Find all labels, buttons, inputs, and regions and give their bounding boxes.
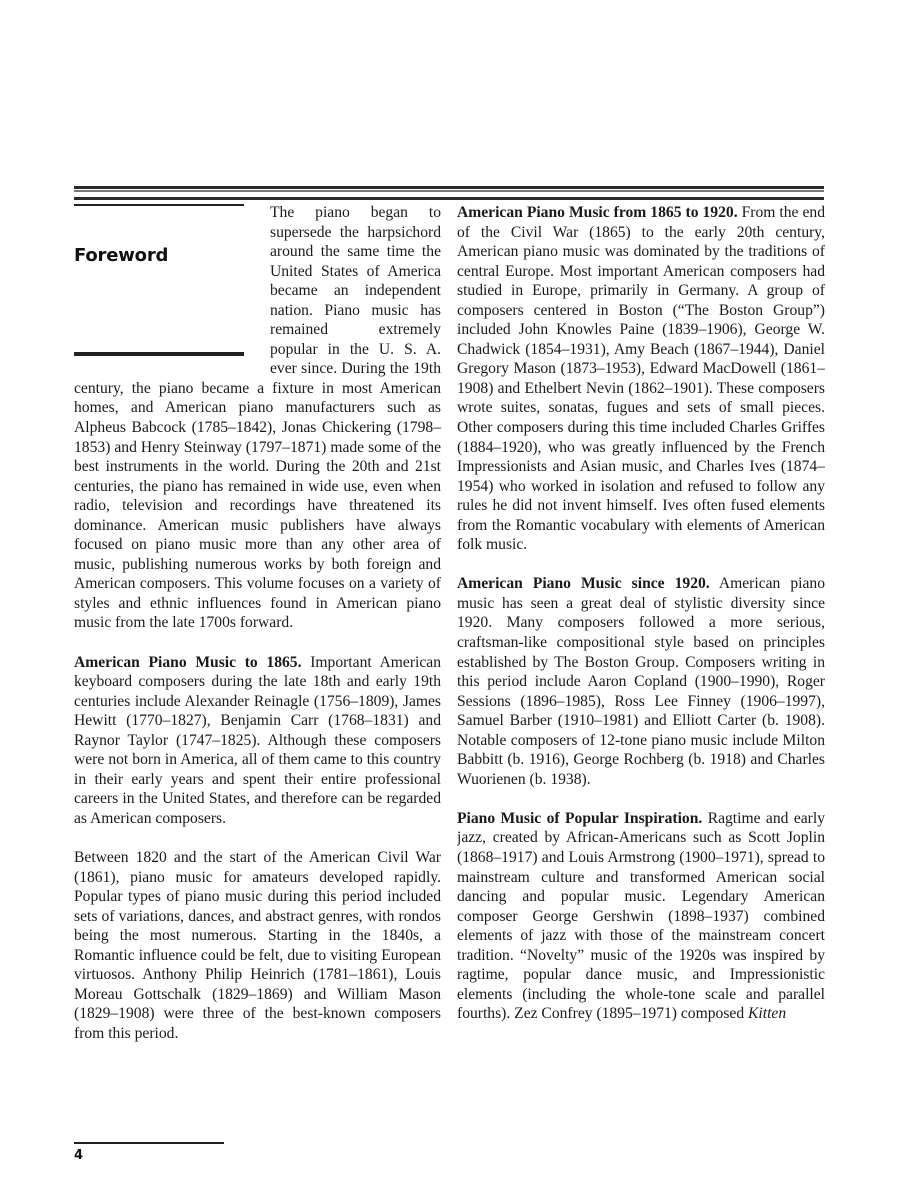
intro-paragraph: The piano began to supersede the harpsichord around the same time the United States of America became an independent nation. Piano music has remained extremely popular in the U. S. A. ever since. During the 19th century, the piano became a fixture in most American homes, and American piano manufacturers such as Alpheus Babcock (1785–1842), Jonas Chickering (1798–1853) and Henry Steinway (1797–1871) made some of the best instruments in the world. During the 20th and 21st centuries, the piano has remained in wide use, even when radio, television and recordings have threatened its dominance. American music publishers have always focused on piano music more than any other area of music, publishing numerous works by both foreign and American composers. This volume focuses on a variety of styles and ethnic influences found in American piano music from the late 1700s forward. xyxy=(74,204,441,632)
section-heading: Foreword xyxy=(74,245,169,266)
page-number: 4 xyxy=(74,1148,84,1163)
paragraph-body: American piano music has seen a great deal of stylistic diversity since 1920. Many composers followed a more serious, craftsman-like compositional style based on principles established by The Boston Group. Composers writing in this period include Aaron Copland (1900–1990), Roger Sessions (1896–1985), Ross Lee Finney (1906–1997), Samuel Barber (1910–1981) and Elliott Carter (b. 1908). Notable composers of 12-tone piano music include Milton Babbitt (b. 1916), George Rochberg (b. 1918) and Charles Wuorienen (b. 1938). xyxy=(457,575,825,788)
section-paragraph: Between 1820 and the start of the American Civil War (1861), piano music for amateurs developed rapidly. Popular types of piano music during this period included sets of variations, dances, and abstract genres, with rondos being the most numerous. Starting in the 1840s, a Romantic influence could be felt, due to visiting European virtuosos. Anthony Philip Heinrich (1781–1861), Louis Moreau Gottschalk (1829–1869) and William Mason (1829–1908) were three of the best-known composers from this period. xyxy=(74,848,441,1042)
paragraph-body: From the end of the Civil War (1865) to the early 20th century, American piano music was dominated by the traditions of central Europe. Most important American composers had studied in Europe, primarily in Germany. A group of composers centered in Boston (“The Boston Group”) included John Knowles Paine (1839–1906), George W. Chadwick (1854–1931), Amy Beach (1867–1944), Daniel Gregory Mason (1873–1953), Edward MacDowell (1861–1908) and Ethelbert Nevin (1862–1901). These composers wrote suites, sonatas, fugues and sets of small pieces. Other composers during this time included Charles Griffes (1884–1920), who was greatly influenced by the French Impressionists and Asian music, and Charles Ives (1874–1954) who worked in isolation and refused to follow any rules he did not invent himself. Ives often fused elements from the Romantic vocabulary with elements of American folk music. xyxy=(457,204,825,554)
section-paragraph xyxy=(457,203,825,555)
section-paragraph xyxy=(457,809,825,1024)
run-in-heading: American Piano Music since 1920. xyxy=(457,575,710,593)
paragraph-body: Important American keyboard composers during the late 18th and early 19th centuries include Alexander Reinagle (1756–1809), James Hewitt (1770–1827), Benjamin Carr (1768–1831) and Raynor Taylor (1747–1825). Although these composers were not born in America, all of them came to this country in their early years and spent their entire professional careers in the United States, and therefore can be regarded as American composers. xyxy=(74,653,442,827)
italic-title: Kitten xyxy=(748,1005,787,1023)
section-paragraph xyxy=(74,653,441,829)
section-paragraph xyxy=(457,574,825,789)
left-column xyxy=(74,203,441,1043)
run-in-heading: American Piano Music to 1865. xyxy=(74,653,302,671)
footer-rule xyxy=(74,1142,224,1144)
run-in-heading: Piano Music of Popular Inspiration. xyxy=(457,809,703,827)
heading-float-space xyxy=(74,203,270,373)
header-rule xyxy=(74,186,824,200)
paragraph-body: Ragtime and early jazz, created by African-Americans such as Scott Joplin (1868–1917) and Louis Armstrong (1900–1971), spread to mainstream culture and transformed American social dancing and popular music. Legendary American composer George Gershwin (1898–1937) combined elements of jazz with those of the mainstream concert tradition. “Novelty” music of the 1920s was inspired by ragtime, popular dance music, and Impressionistic elements (including the whole-tone scale and parallel fourths). Zez Confrey (1895–1971) composed xyxy=(457,809,825,1023)
right-column xyxy=(457,203,825,1125)
run-in-heading: American Piano Music from 1865 to 1920. xyxy=(457,204,738,221)
